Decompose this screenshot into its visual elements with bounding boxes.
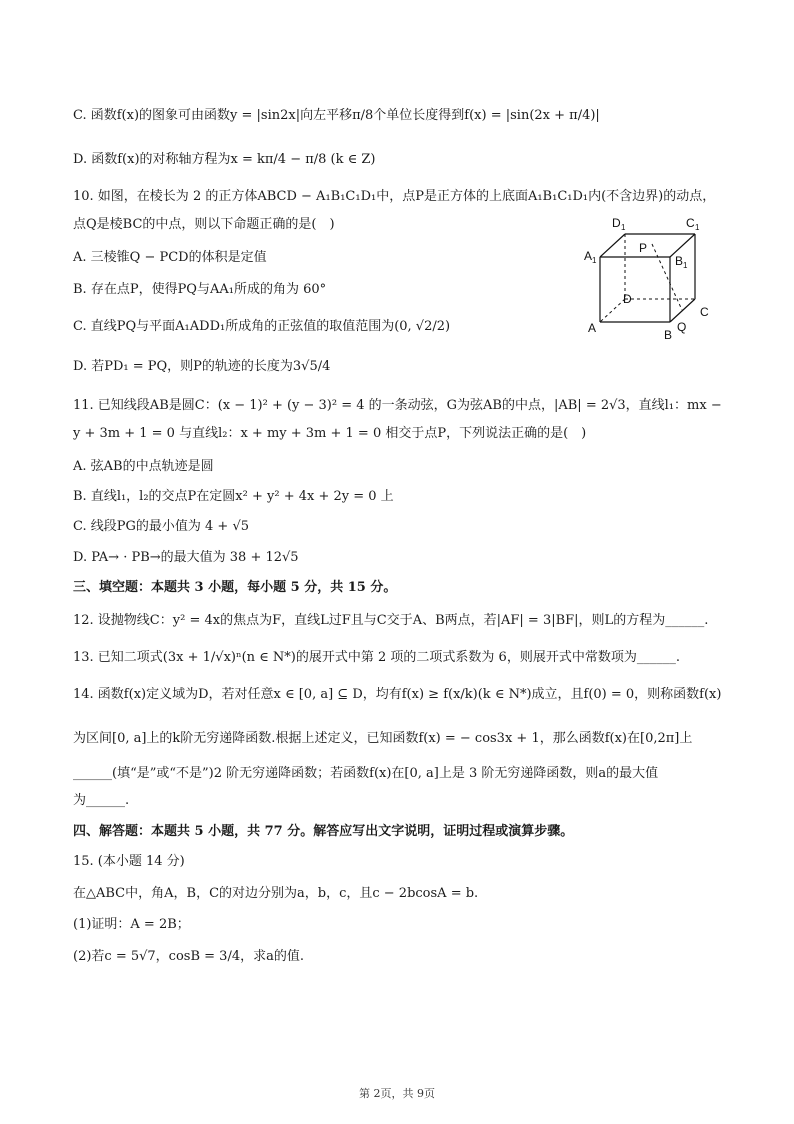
question-14-blank-2: 为______.: [73, 793, 130, 808]
question-14-stem: 14. 函数f(x)定义域为D，若对任意x ∈ [0, a] ⊆ D，均有f(x) ≥ f(x/k)(k ∈ N*)成立，且f(0) = 0，则称函数f(x): [73, 687, 722, 702]
label-p: P: [639, 241, 648, 255]
page-footer: 第 2页，共 9页: [359, 1087, 435, 1100]
question-14-stem-cont: 为区间[0, a]上的k阶无穷递降函数.根据上述定义，已知函数f(x) = − cos3x + 1，那么函数f(x)在[0,2π]上: [73, 731, 693, 746]
question-15-stem: 在△ABC中，角A，B，C的对边分别为a，b，c，且c − 2bcosA = b.: [73, 886, 479, 901]
section-4-heading: 四、解答题：本题共 5 小题，共 77 分。解答应写出文字说明，证明过程或演算步骤。: [73, 824, 574, 839]
label-d1-subscript: 1: [621, 223, 626, 232]
label-c1: C: [686, 216, 695, 230]
label-b: B: [664, 328, 673, 342]
question-15-part-2: (2)若c = 5√7，cosB = 3/4，求a的值.: [73, 949, 304, 964]
label-b1: B: [675, 254, 684, 268]
question-15-part-1: (1)证明：A = 2B；: [73, 917, 190, 932]
option-10a: A. 三棱锥Q − PCD的体积是定值: [73, 250, 267, 265]
label-b1-subscript: 1: [683, 261, 688, 270]
option-10d: D. 若PD₁ = PQ，则P的轨迹的长度为3√5/4: [73, 359, 331, 374]
option-11b: B. 直线l₁，l₂的交点P在定圆x² + y² + 4x + 2y = 0 上: [73, 489, 394, 504]
label-c: C: [700, 305, 709, 319]
question-11-stem-cont: y + 3m + 1 = 0 与直线l₂：x + my + 3m + 1 = 0 相交于点P，下列说法正确的是( ): [73, 426, 587, 441]
cube-figure: [578, 212, 723, 352]
question-12: 12. 设抛物线C：y² = 4x的焦点为F，直线L过F且与C交于A、B两点，若|AF| = 3|BF|，则L的方程为______.: [73, 613, 709, 628]
label-a: A: [588, 321, 597, 335]
option-9c: C. 函数f(x)的图象可由函数y = |sin2x|向左平移π/8个单位长度得到f(x) = |sin(2x + π/4)|: [73, 108, 600, 123]
option-9d: D. 函数f(x)的对称轴方程为x = kπ/4 − π/8 (k ∈ Z): [73, 152, 376, 167]
question-11-stem: 11. 已知线段AB是圆C：(x − 1)² + (y − 3)² = 4 的一条动弦，G为弦AB的中点，|AB| = 2√3，直线l₁：mx −: [73, 398, 722, 413]
option-10b: B. 存在点P，使得PQ与AA₁所成的角为 60°: [73, 282, 327, 297]
label-q: Q: [677, 320, 687, 334]
option-11c: C. 线段PG的最小值为 4 + √5: [73, 519, 249, 534]
question-15-title: 15. (本小题 14 分): [73, 854, 185, 869]
section-3-heading: 三、填空题：本题共 3 小题，每小题 5 分，共 15 分。: [73, 580, 397, 595]
question-10-stem-cont: 点Q是棱BC的中点，则以下命题正确的是( ): [73, 217, 335, 232]
label-c1-subscript: 1: [695, 223, 700, 232]
label-d: D: [623, 292, 632, 306]
question-10-stem: 10. 如图，在棱长为 2 的正方体ABCD − A₁B₁C₁D₁中，点P是正方体的上底面A₁B₁C₁D₁内(不含边界)的动点，: [73, 189, 716, 204]
label-a1: A: [584, 249, 593, 263]
option-11d: D. PA→ · PB→的最大值为 38 + 12√5: [73, 550, 299, 565]
question-13: 13. 已知二项式(3x + 1/√x)ⁿ(n ∈ N*)的展开式中第 2 项的二项式系数为 6，则展开式中常数项为______.: [73, 650, 680, 665]
label-a1-subscript: 1: [592, 256, 597, 265]
question-14-blank-1: ______(填“是”或“不是”)2 阶无穷递降函数；若函数f(x)在[0, a]上是 3 阶无穷递降函数，则a的最大值: [73, 766, 659, 781]
option-10c: C. 直线PQ与平面A₁ADD₁所成角的正弦值的取值范围为(0, √2/2): [73, 319, 451, 334]
option-11a: A. 弦AB的中点轨迹是圆: [73, 459, 214, 474]
label-d1: D: [612, 216, 621, 230]
